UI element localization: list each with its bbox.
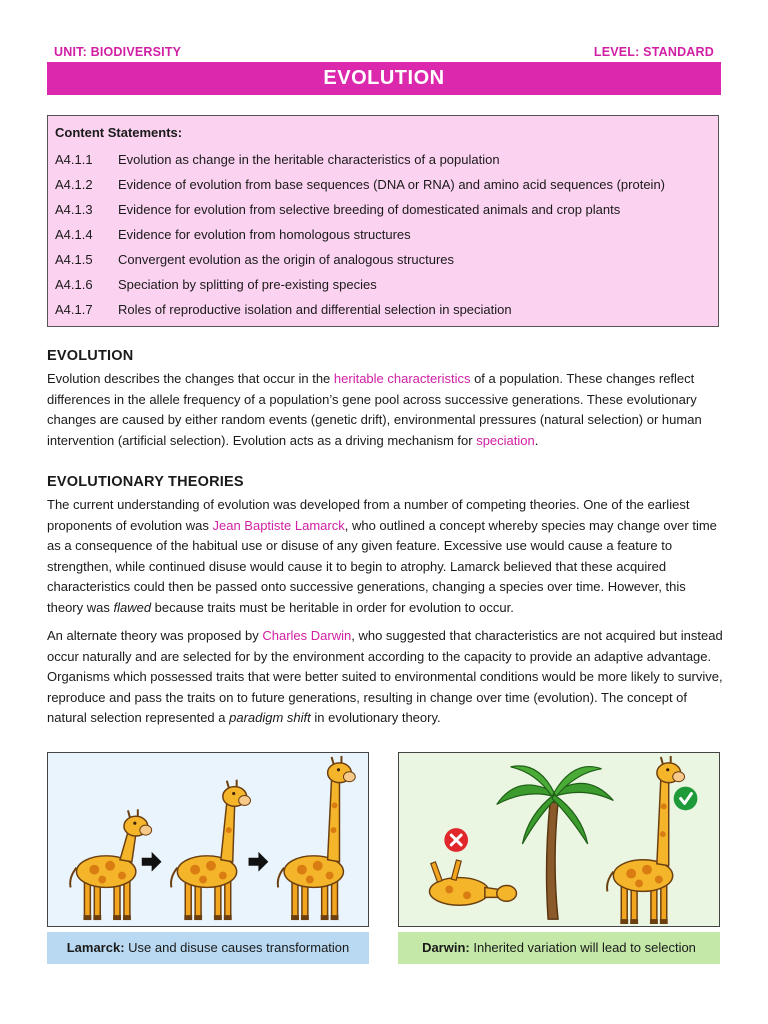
caption-bold: Darwin:	[422, 940, 470, 955]
page-title: EVOLUTION	[47, 62, 721, 95]
statement-row	[55, 222, 718, 247]
cross-icon	[444, 828, 468, 852]
statement-text: Convergent evolution as the origin of analogous structures	[118, 252, 455, 267]
statement-code: A4.1.4	[55, 227, 93, 242]
statement-row	[55, 197, 718, 222]
text-run: An alternate theory was proposed by	[47, 628, 263, 643]
statement-code: A4.1.6	[55, 277, 93, 292]
unit-label: UNIT: BIODIVERSITY	[54, 45, 182, 59]
emphasis-flawed: flawed	[113, 599, 152, 615]
statement-row	[55, 147, 718, 172]
text-run: Evolution describes the changes that occur in the	[47, 371, 334, 386]
statement-code: A4.1.3	[55, 202, 93, 217]
text-run: , who outlined a concept whereby species may change over time as a consequence of the habitual use or disuse of any given feature. Excessive use would cause a feature to strengthen, while continued disuse would cause it to begin to atrophy. Lamarck believed that these acquired characteristics could then be passed onto successive generations, changing a species over time. However, this theory was	[47, 517, 717, 615]
highlight-darwin: Charles Darwin	[262, 628, 352, 643]
text-run: The current understanding of evolution was developed from a number of competing theories. One of the earliest proponents of evolution was	[47, 497, 690, 533]
level-label: LEVEL: STANDARD	[593, 45, 714, 59]
statement-code: A4.1.7	[55, 302, 93, 317]
text-run: .	[534, 432, 539, 448]
arrow-icon	[249, 852, 269, 872]
lamarck-paragraph	[47, 495, 723, 618]
text-run: of a population. These changes reflect differences in the allele frequency of a population’s gene pool across successive generations. These evolutionary changes are caused by either random events (genetic drift), environmental pressures (natural selection) or human intervention (artificial selection). Evolution acts as a driving mechanism for	[47, 371, 702, 448]
darwin-caption	[398, 932, 720, 964]
caption-bold: Lamarck:	[66, 940, 125, 955]
giraffe-fallen	[429, 860, 516, 905]
statement-text: Evidence for evolution from homologous structures	[118, 227, 411, 242]
text-run: , who suggested that characteristics are not acquired but instead occur naturally and are selected for by the environment according to the capacity to provide an adaptive advantage. Organisms which possessed traits that were better suited to environmental conditions would be more likely to survive, reproduce and pass the traits on to future generations, resulting in change over time (evolution). The concept of natural selection represented a	[47, 628, 723, 725]
statement-text: Roles of reproductive isolation and differential selection in speciation	[118, 302, 512, 317]
check-icon	[674, 787, 698, 811]
statement-text: Speciation by splitting of pre-existing species	[118, 277, 377, 292]
statement-row	[55, 272, 718, 297]
caption-text: Use and disuse causes transformation	[124, 940, 350, 955]
statement-code: A4.1.1	[55, 152, 93, 167]
evolution-paragraph	[47, 369, 723, 451]
giraffe-tall	[607, 756, 685, 924]
giraffe-short-neck	[70, 809, 151, 920]
highlight-speciation: speciation	[476, 432, 535, 448]
content-statements-box	[47, 115, 719, 327]
giraffe-medium-neck	[171, 780, 250, 920]
text-run: in evolutionary theory.	[310, 710, 441, 725]
darwin-paragraph	[47, 626, 723, 729]
statement-text: Evidence for evolution from selective breeding of domesticated animals and crop plants	[118, 202, 621, 217]
content-statements-title: Content Statements:	[55, 125, 183, 140]
statement-row	[55, 172, 718, 197]
caption-text: Inherited variation will lead to selection	[469, 940, 696, 955]
lamarck-caption	[47, 932, 369, 964]
lamarck-giraffes-svg	[48, 753, 368, 926]
darwin-illustration	[398, 752, 720, 927]
statement-row	[55, 247, 718, 272]
emphasis-paradigm-shift: paradigm shift	[229, 710, 311, 725]
statement-code: A4.1.2	[55, 177, 93, 192]
arrow-icon	[142, 852, 162, 872]
highlight-heritable: heritable characteristics	[333, 371, 471, 386]
darwin-scene-svg	[399, 753, 719, 926]
statement-text: Evolution as change in the heritable characteristics of a population	[118, 152, 500, 167]
giraffe-long-neck	[278, 756, 356, 920]
statement-code: A4.1.5	[55, 252, 93, 267]
section-heading-theories: EVOLUTIONARY THEORIES	[47, 474, 244, 490]
statement-text: Evidence of evolution from base sequences (DNA or RNA) and amino acid sequences (protein)	[118, 177, 666, 192]
lamarck-illustration	[47, 752, 369, 927]
highlight-lamarck: Jean Baptiste Lamarck	[212, 517, 345, 533]
text-run: because traits must be heritable in order for evolution to occur.	[151, 599, 514, 615]
section-heading-evolution: EVOLUTION	[47, 348, 134, 364]
statement-row	[55, 297, 718, 322]
